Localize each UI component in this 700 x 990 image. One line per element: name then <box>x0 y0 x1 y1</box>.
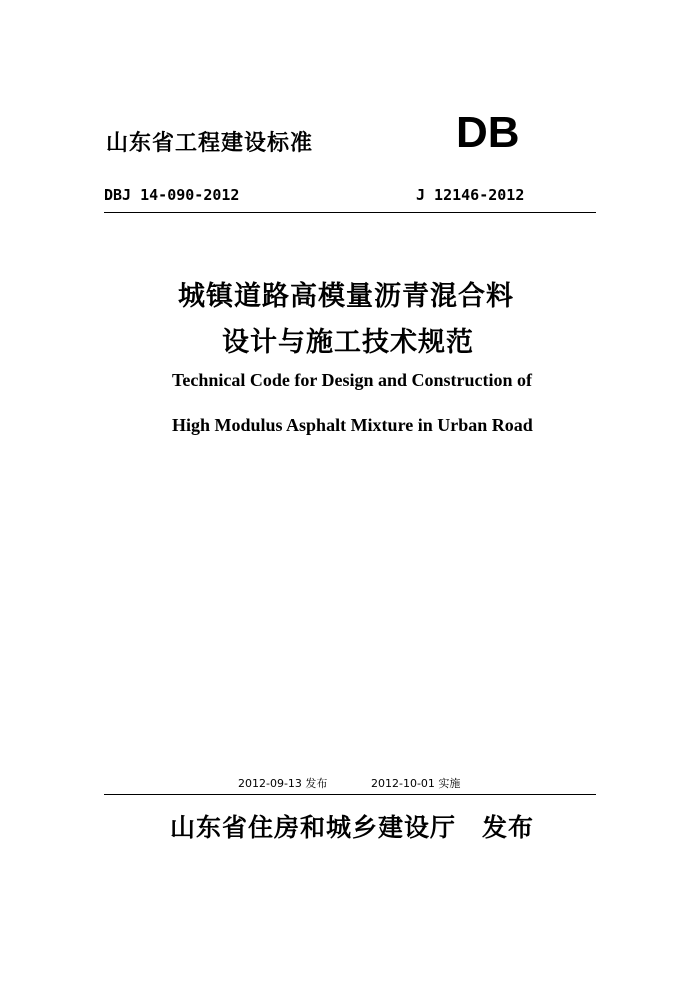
publisher-name: 山东省住房和城乡建设厅 <box>170 813 457 842</box>
title-en-line-1: Technical Code for Design and Construction of <box>172 370 533 390</box>
title-en-line-2: High Modulus Asphalt Mixture in Urban Road <box>172 415 533 435</box>
top-divider <box>104 212 596 213</box>
record-code: J 12146-2012 <box>416 186 525 204</box>
title-cn-line-1: 城镇道路高模量沥青混合料 <box>178 281 514 312</box>
standard-code: DBJ 14-090-2012 <box>104 186 240 204</box>
standard-org-title: 山东省工程建设标准 <box>106 131 314 156</box>
publish-label: 发布 <box>482 813 535 842</box>
title-cn-line-2: 设计与施工技术规范 <box>222 327 474 358</box>
implementation-date: 2012-10-01 实施 <box>371 777 461 790</box>
bottom-divider <box>104 794 596 795</box>
issue-date: 2012-09-13 发布 <box>238 777 328 790</box>
db-mark: DB <box>456 108 520 157</box>
